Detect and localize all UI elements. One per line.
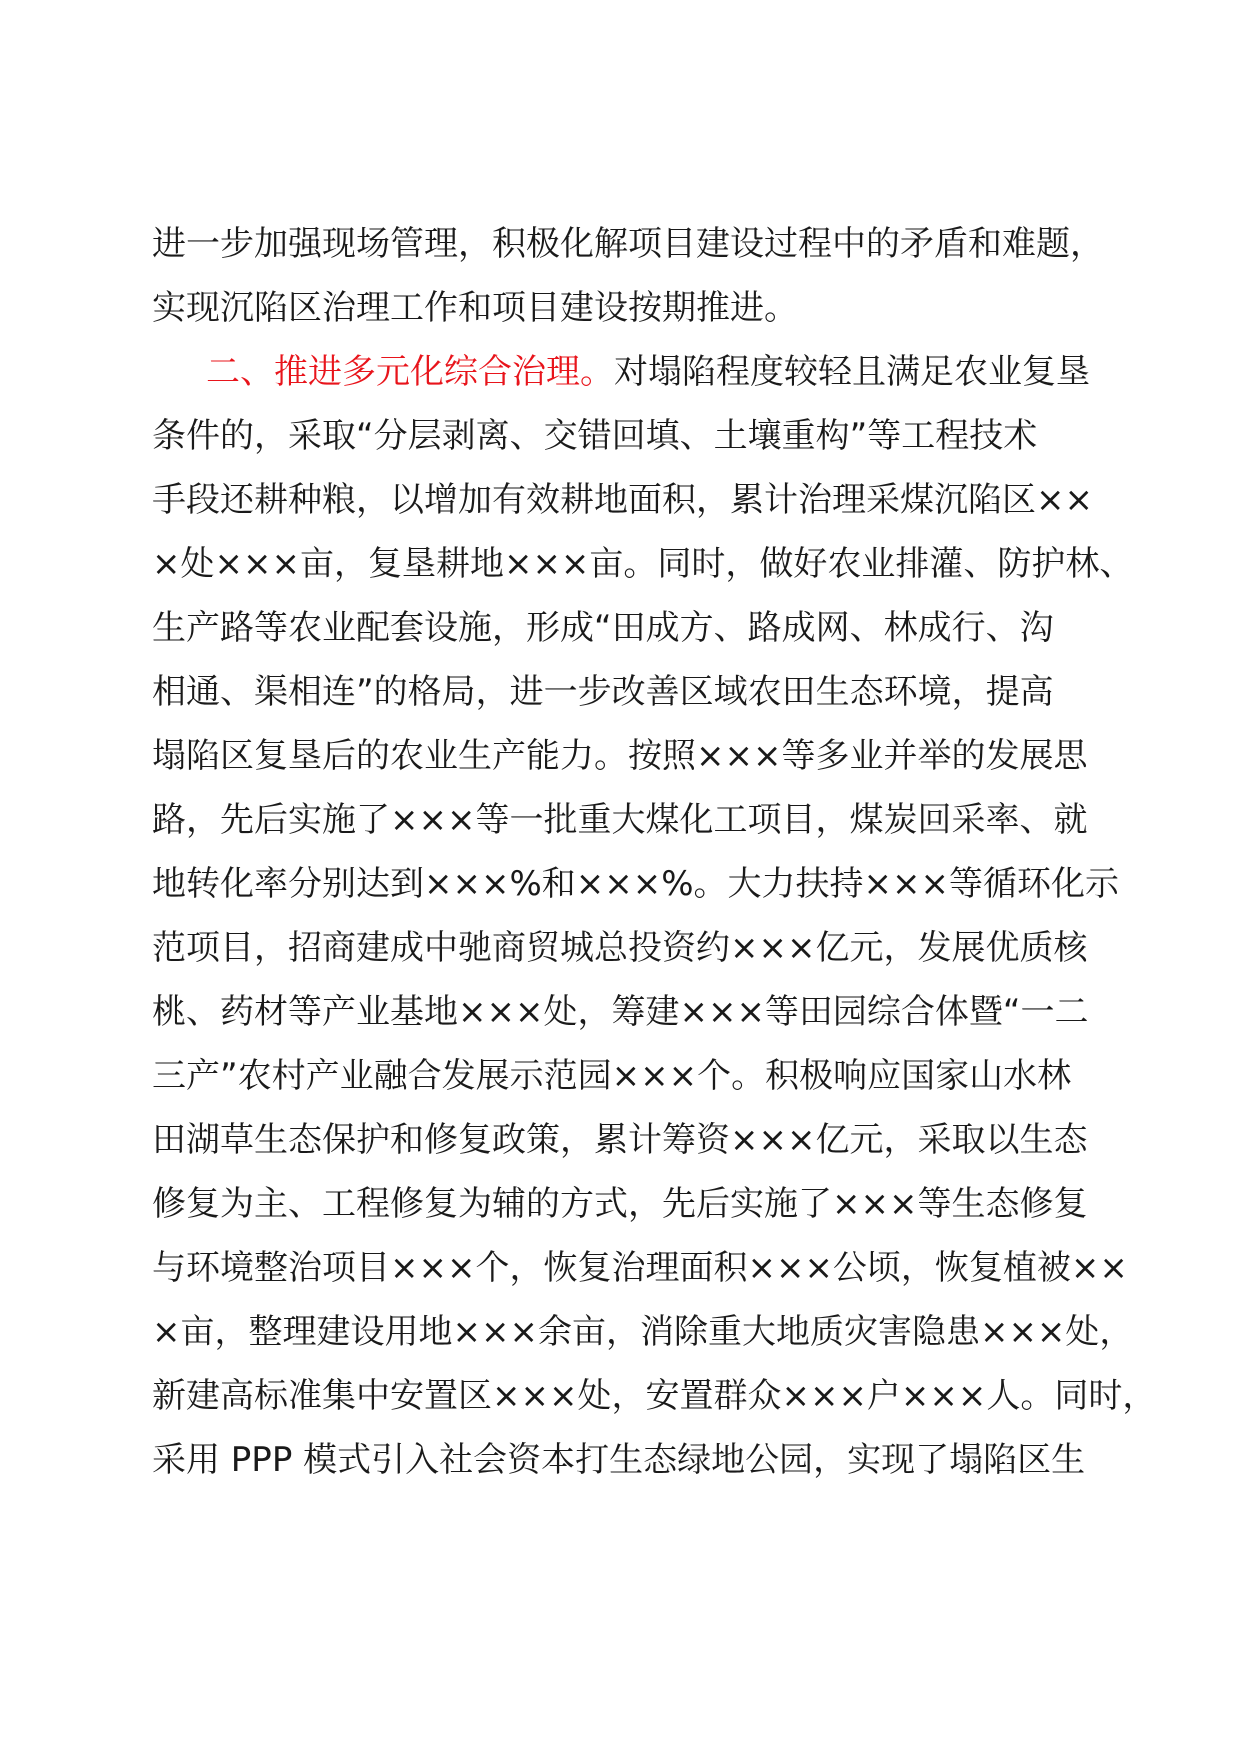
section-heading: 二、推进多元化综合治理。: [206, 352, 614, 392]
text-line: 范项目，招商建成中驰商贸城总投资约×××亿元，发展优质核: [152, 928, 1088, 968]
text-line: 桃、药材等产业基地×××处，筹建×××等田园综合体暨“一二: [152, 992, 1089, 1032]
section-heading-text: 对塌陷程度较轻且满足农业复垦: [614, 352, 1090, 392]
text-line: 新建高标准集中安置区×××处，安置群众×××户×××人。同时，: [152, 1376, 1157, 1416]
text-line: 地转化率分别达到×××%和×××%。大力扶持×××等循环化示: [152, 864, 1120, 904]
text-line: 与环境整治项目×××个，恢复治理面积×××公顷，恢复植被××: [152, 1248, 1128, 1288]
text-line: 修复为主、工程修复为辅的方式，先后实施了×××等生态修复: [152, 1184, 1088, 1224]
text-line: 进一步加强现场管理，积极化解项目建设过程中的矛盾和难题，: [152, 224, 1104, 264]
text-line: 条件的，采取“分层剥离、交错回填、土壤重构”等工程技术: [152, 416, 1038, 456]
text-line: 生产路等农业配套设施，形成“田成方、路成网、林成行、沟: [152, 608, 1054, 648]
text-line: 路，先后实施了×××等一批重大煤化工项目，煤炭回采率、就: [152, 800, 1088, 840]
body-text: [152, 212, 1157, 1492]
text-line: 采用 PPP 模式引入社会资本打生态绿地公园，实现了塌陷区生: [152, 1440, 1086, 1480]
text-line: 三产”农村产业融合发展示范园×××个。积极响应国家山水林: [152, 1056, 1072, 1096]
text-line: ×亩，整理建设用地×××余亩，消除重大地质灾害隐患×××处，: [152, 1312, 1134, 1352]
text-line: 田湖草生态保护和修复政策，累计筹资×××亿元，采取以生态: [152, 1120, 1088, 1160]
text-line: 手段还耕种粮，以增加有效耕地面积，累计治理采煤沉陷区××: [152, 480, 1093, 520]
section-heading-line: [152, 340, 1092, 404]
text-line: 塌陷区复垦后的农业生产能力。按照×××等多业并举的发展思: [152, 736, 1088, 776]
text-line: 实现沉陷区治理工作和项目建设按期推进。: [152, 288, 798, 328]
text-line: ×处×××亩，复垦耕地×××亩。同时，做好农业排灌、防护林、: [152, 544, 1134, 584]
text-line: 相通、渠相连”的格局，进一步改善区域农田生态环境，提高: [152, 672, 1054, 712]
